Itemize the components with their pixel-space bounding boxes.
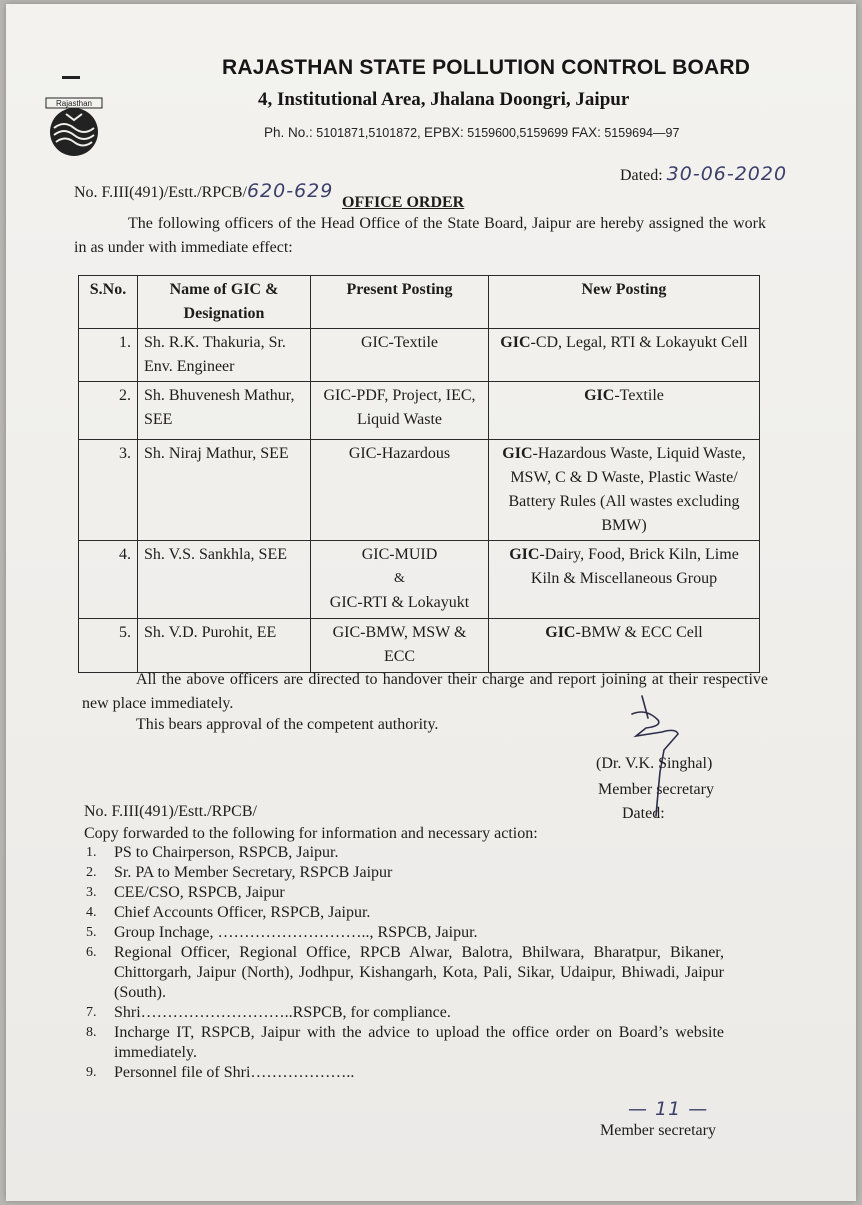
list-text: Sr. PA to Member Secretary, RSPCB Jaipur xyxy=(114,864,393,881)
dated-label: Dated: xyxy=(620,167,663,184)
present-posting-line: GIC-RTI & Lokayukt xyxy=(329,594,470,611)
serial-number: 5. xyxy=(79,619,138,673)
list-item xyxy=(84,943,724,1003)
office-order-page xyxy=(6,4,856,1201)
list-text: Chief Accounts Officer, RSPCB, Jaipur. xyxy=(114,904,371,921)
intro-paragraph: The following officers of the Head Office of the State Board, Jaipur are hereby assigned the work in as under with immediate effect: xyxy=(74,215,766,256)
new-posting xyxy=(489,440,760,541)
new-posting-text: -Dairy, Food, Brick Kiln, Lime Kiln & Miscellaneous Group xyxy=(530,546,739,587)
board-name: RAJASTHAN STATE POLLUTION CONTROL BOARD xyxy=(222,56,751,79)
new-posting-prefix: GIC xyxy=(584,387,615,404)
fax-numbers: 5159694—97 xyxy=(604,126,680,140)
list-number: 1. xyxy=(86,845,97,860)
list-item xyxy=(84,903,724,923)
list-text: Shri………………………..RSPCB, for compliance. xyxy=(114,1004,451,1021)
table-row xyxy=(79,382,760,440)
table-row xyxy=(79,329,760,382)
list-number: 8. xyxy=(86,1025,97,1040)
serial-number: 4. xyxy=(79,541,138,619)
table-row xyxy=(79,619,760,673)
table-row xyxy=(79,541,760,619)
list-number: 9. xyxy=(86,1065,97,1080)
column-header: Name of GIC & Designation xyxy=(138,276,311,329)
present-posting: GIC-BMW, MSW & ECC xyxy=(311,619,489,673)
present-posting: GIC-Textile xyxy=(311,329,489,382)
list-number: 5. xyxy=(86,925,97,940)
list-text: Incharge IT, RSPCB, Jaipur with the advice to upload the office order on Board’s website immediately. xyxy=(114,1024,724,1061)
phone-numbers: 5101871,5101872, xyxy=(316,126,421,140)
new-posting xyxy=(489,329,760,382)
list-item xyxy=(84,883,724,903)
dated-handwritten: 30-06-2020 xyxy=(666,163,788,185)
new-posting xyxy=(489,541,760,619)
list-item xyxy=(84,1003,724,1023)
column-header: New Posting xyxy=(489,276,760,329)
present-posting: GIC-PDF, Project, IEC, Liquid Waste xyxy=(311,382,489,440)
copy-intro: Copy forwarded to the following for information and necessary action: xyxy=(84,825,538,842)
new-posting-text: -Hazardous Waste, Liquid Waste, MSW, C & D Waste, Plastic Waste/ Battery Rules (All wastes excluding BMW) xyxy=(508,445,746,534)
posting-table xyxy=(78,275,760,673)
new-posting-text: -BMW & ECC Cell xyxy=(575,624,703,641)
serial-number: 2. xyxy=(79,382,138,440)
list-number: 3. xyxy=(86,885,97,900)
order-date xyxy=(620,163,787,185)
order-reference xyxy=(74,180,333,202)
epbx-label: EPBX: xyxy=(424,125,464,140)
present-posting-line: & xyxy=(394,571,405,586)
new-posting-prefix: GIC xyxy=(509,546,540,563)
new-posting-prefix: GIC xyxy=(502,445,533,462)
handwritten-mark: — 11 — xyxy=(628,1098,709,1120)
officer-name: Sh. V.S. Sankhla, SEE xyxy=(138,541,311,619)
new-posting-text: -Textile xyxy=(614,387,664,404)
closing-designation: Member secretary xyxy=(600,1122,716,1139)
serial-number: 1. xyxy=(79,329,138,382)
table-header-row xyxy=(79,276,760,329)
list-text: Personnel file of Shri……………….. xyxy=(114,1064,355,1081)
new-posting-prefix: GIC xyxy=(545,624,576,641)
officer-name: Sh. Niraj Mathur, SEE xyxy=(138,440,311,541)
list-number: 4. xyxy=(86,905,97,920)
present-posting xyxy=(311,541,489,619)
officer-name: Sh. Bhuvenesh Mathur, SEE xyxy=(138,382,311,440)
signatory-dated: Dated: xyxy=(622,805,665,822)
approval-note: This bears approval of the competent authority. xyxy=(136,716,439,733)
reference-handwritten: 620-629 xyxy=(246,180,334,202)
svg-text:Rajasthan: Rajasthan xyxy=(55,99,93,108)
epbx-numbers: 5159600,5159699 xyxy=(467,126,569,140)
officer-name: Sh. R.K. Thakuria, Sr. Env. Engineer xyxy=(138,329,311,382)
serial-number: 3. xyxy=(79,440,138,541)
new-posting-prefix: GIC xyxy=(500,334,531,351)
list-number: 6. xyxy=(86,945,97,960)
signatory-name: (Dr. V.K. Singhal) xyxy=(596,755,713,772)
order-title: OFFICE ORDER xyxy=(342,194,465,211)
list-text: Regional Officer, Regional Office, RPCB Alwar, Balotra, Bhilwara, Bharatpur, Bikaner, Chittorgarh, Jaipur (North), Jodhpur, Kishangarh, Kota, Pali, Sikar, Udaipur, Bhiwadi, Jaipur (South). xyxy=(114,944,724,1001)
present-posting-line: GIC-MUID xyxy=(361,546,438,563)
list-text: Group Inchage, ……………………….., RSPCB, Jaipur. xyxy=(114,924,478,941)
copy-reference: No. F.III(491)/Estt./RPCB/ xyxy=(84,803,257,820)
rspcb-logo-icon xyxy=(40,62,124,172)
new-posting-text: -CD, Legal, RTI & Lokayukt Cell xyxy=(530,334,748,351)
officer-name: Sh. V.D. Purohit, EE xyxy=(138,619,311,673)
list-text: PS to Chairperson, RSPCB, Jaipur. xyxy=(114,844,339,861)
closing-paragraph: All the above officers are directed to handover their charge and report joining at their respective new place immediately. xyxy=(82,671,768,712)
new-posting xyxy=(489,382,760,440)
list-item xyxy=(84,1023,724,1063)
reference-prefix: No. F.III(491)/Estt./RPCB/ xyxy=(74,184,247,201)
table-row xyxy=(79,440,760,541)
column-header: S.No. xyxy=(79,276,138,329)
phone-label: Ph. No.: xyxy=(264,125,313,140)
column-header: Present Posting xyxy=(311,276,489,329)
signatory-designation: Member secretary xyxy=(598,781,714,798)
contact-line xyxy=(264,125,679,140)
list-text: CEE/CSO, RSPCB, Jaipur xyxy=(114,884,285,901)
list-number: 7. xyxy=(86,1005,97,1020)
copy-recipient-list xyxy=(84,843,724,1083)
new-posting xyxy=(489,619,760,673)
list-item xyxy=(84,863,724,883)
list-item xyxy=(84,1063,724,1083)
board-address: 4, Institutional Area, Jhalana Doongri, Jaipur xyxy=(258,89,630,110)
list-item xyxy=(84,923,724,943)
list-item xyxy=(84,843,724,863)
fax-label: FAX: xyxy=(571,125,601,140)
present-posting: GIC-Hazardous xyxy=(311,440,489,541)
list-number: 2. xyxy=(86,865,97,880)
